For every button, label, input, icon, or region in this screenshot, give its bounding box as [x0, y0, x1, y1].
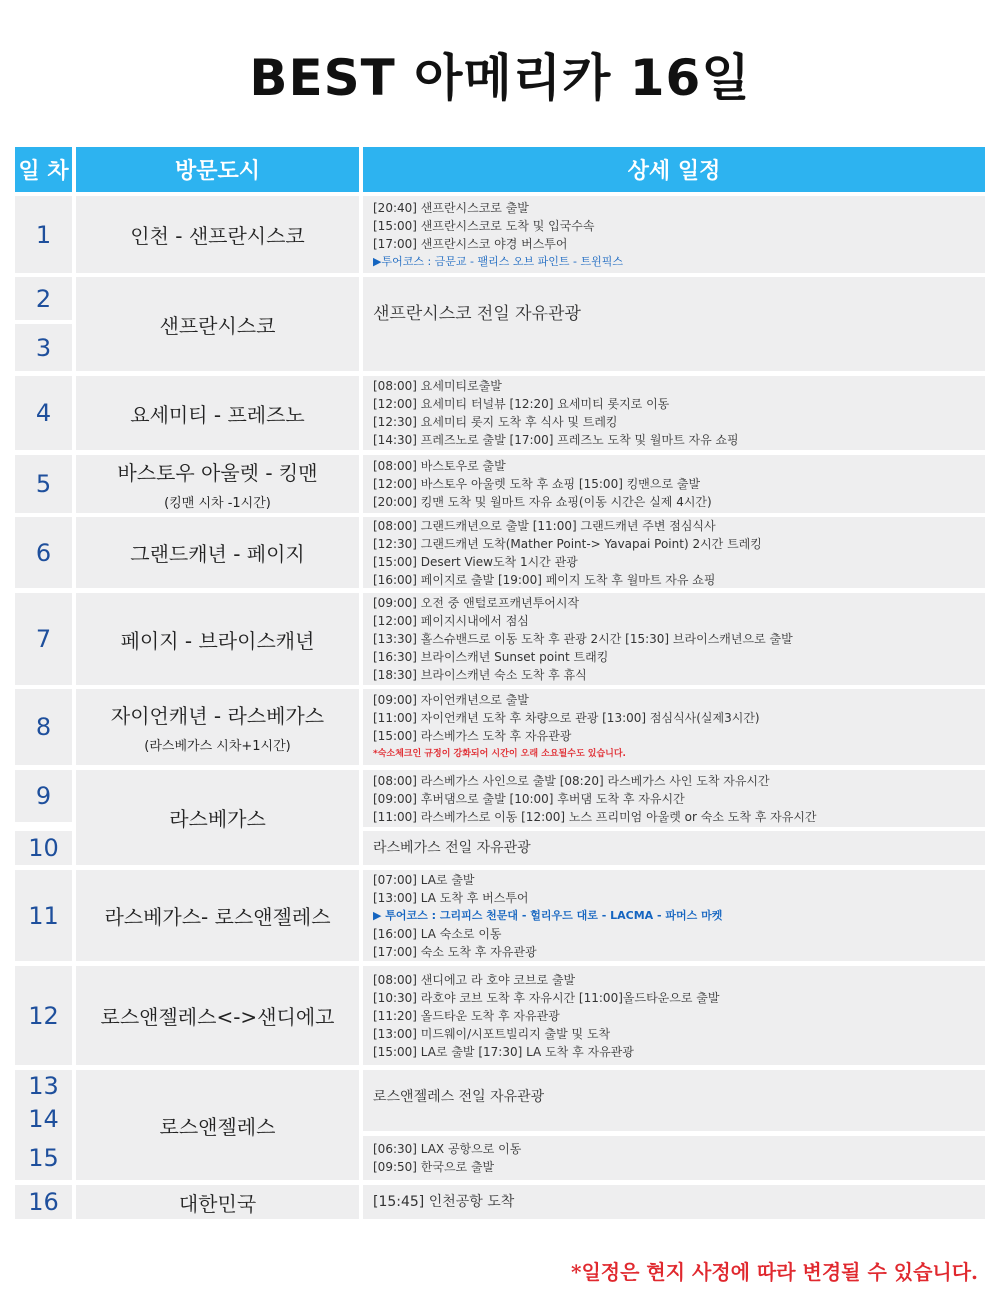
schedule-line: [08:00] 샌디에고 라 호야 코브로 출발 — [373, 972, 576, 987]
city-cell — [76, 196, 359, 273]
schedule-cell — [363, 1136, 985, 1180]
schedule-line: 로스앤젤레스 전일 자유관광 — [373, 1089, 545, 1105]
city-cell — [76, 455, 359, 513]
schedule-line: [12:00] 바스토우 아울렛 도착 후 쇼핑 [15:00] 킹맨으로 출발 — [373, 477, 701, 491]
schedule-line: [20:00] 킹맨 도착 및 월마트 자유 쇼핑(이동 시간은 실제 4시간) — [373, 495, 712, 509]
schedule-line: [20:40] 샌프란시스코로 출발 — [373, 200, 529, 215]
city-name: 라스베가스 — [169, 807, 266, 831]
schedule-line: [11:00] 라스베가스로 이동 [12:00] 노스 프리미엄 아울렛 or 숙소 도착 후 자유시간 — [373, 809, 817, 824]
schedule-cell — [363, 689, 985, 765]
schedule-line: [17:00] 숙소 도착 후 자유관광 — [373, 944, 537, 959]
page-title: BEST 아메리카 16일 — [249, 49, 751, 107]
city-name: 로스앤젤레스<->샌디에고 — [100, 1005, 335, 1029]
city-cell — [76, 376, 359, 450]
footer-note: *일정은 현지 사정에 따라 변경될 수 있습니다. — [571, 1260, 978, 1284]
schedule-line: [09:00] 오전 중 앤털로프캐년투어시작 — [373, 596, 580, 610]
day-cell: 12 — [15, 966, 72, 1065]
day-cell: 2 — [15, 277, 72, 320]
schedule-line: [15:45] 인천공항 도착 — [373, 1194, 515, 1210]
city-name: 로스앤젤레스 — [159, 1114, 276, 1139]
schedule-line: [11:20] 올드타운 도착 후 자유관광 — [373, 1008, 560, 1023]
city-cell — [76, 593, 359, 685]
schedule-line: [08:00] 라스베가스 사인으로 출발 [08:20] 라스베가스 사인 도착 자유시간 — [373, 773, 770, 788]
city-cell — [76, 1185, 359, 1219]
tour-course: ▶ 투어코스 : 그리피스 천문대 - 헐리우드 대로 - LACMA - 파머스 마켓 — [373, 908, 723, 922]
schedule-line: [15:00] Desert View도착 1시간 관광 — [373, 554, 578, 569]
day-cell: 13 — [15, 1070, 72, 1102]
day-cell: 3 — [15, 324, 72, 371]
header-city: 방문도시 — [76, 147, 359, 192]
schedule-line: [18:30] 브라이스캐년 숙소 도착 후 휴식 — [373, 668, 587, 682]
day-cell: 1 — [15, 196, 72, 273]
city-cell — [76, 277, 359, 371]
city-cell — [76, 1070, 359, 1180]
city-note: (라스베가스 시차+1시간) — [144, 739, 291, 754]
city-note: (킹맨 시차 -1시간) — [164, 496, 271, 511]
day-cell: 6 — [15, 517, 72, 588]
city-name: 샌프란시스코 — [159, 313, 276, 338]
schedule-line: [13:30] 홀스슈밴드로 이동 도착 후 관광 2시간 [15:30] 브라이스캐년으로 출발 — [373, 632, 793, 646]
schedule-cell — [363, 593, 985, 685]
day-cell: 7 — [15, 593, 72, 685]
schedule-cell — [363, 1070, 985, 1131]
schedule-line: [12:00] 페이지시내에서 점심 — [373, 614, 529, 628]
schedule-line: [16:00] 페이지로 출발 [19:00] 페이지 도착 후 월마트 자유 쇼핑 — [373, 572, 716, 587]
city-name: 자이언캐년 - 라스베가스 — [110, 704, 325, 728]
tour-course: ▶투어코스 : 금문교 - 팰리스 오브 파인트 - 트윈픽스 — [373, 254, 623, 268]
schedule-cell — [363, 277, 985, 371]
city-cell — [76, 770, 359, 865]
day-cell: 11 — [15, 870, 72, 961]
warning-note: *숙소체크인 규정이 강화되어 시간이 오래 소요될수도 있습니다. — [373, 749, 626, 759]
schedule-line: [13:00] LA 도착 후 버스투어 — [373, 890, 529, 905]
schedule-cell — [363, 196, 985, 273]
day-cell: 5 — [15, 455, 72, 513]
schedule-line: [13:00] 미드웨이/시포트빌리지 출발 및 도착 — [373, 1026, 611, 1041]
schedule-cell — [363, 455, 985, 513]
city-cell — [76, 689, 359, 765]
day-cell: 14 — [15, 1102, 72, 1136]
schedule-line: [12:00] 요세미티 터널뷰 [12:20] 요세미티 롯지로 이동 — [373, 397, 670, 411]
city-name: 라스베가스- 로스앤젤레스 — [104, 905, 331, 929]
schedule-line: [07:00] LA로 출발 — [373, 872, 475, 887]
schedule-line: [16:30] 브라이스캐년 Sunset point 트래킹 — [373, 650, 609, 664]
schedule-line: [09:50] 한국으로 출발 — [373, 1160, 495, 1174]
day-cell: 10 — [15, 831, 72, 865]
city-cell — [76, 517, 359, 588]
city-name: 페이지 - 브라이스캐년 — [120, 628, 315, 653]
schedule-cell — [363, 1185, 985, 1219]
schedule-cell — [363, 966, 985, 1065]
day-cell: 15 — [15, 1136, 72, 1180]
schedule-line: [17:00] 샌프란시스코 야경 버스투어 — [373, 236, 568, 251]
header-schedule: 상세 일정 — [363, 147, 985, 192]
city-name: 바스토우 아울렛 - 킹맨 — [117, 461, 318, 485]
schedule-cell — [363, 831, 985, 865]
schedule-cell — [363, 517, 985, 588]
city-name: 대한민국 — [178, 1191, 257, 1216]
header-day: 일 차 — [15, 147, 72, 192]
city-name: 요세미티 - 프레즈노 — [130, 402, 305, 427]
schedule-line: [09:00] 후버댐으로 출발 [10:00] 후버댐 도착 후 자유시간 — [373, 791, 685, 806]
schedule-line: 라스베가스 전일 자유관광 — [373, 840, 531, 856]
schedule-cell — [363, 870, 985, 961]
schedule-line: [08:00] 그랜드캐년으로 출발 [11:00] 그랜드캐년 주변 점심식사 — [373, 518, 716, 533]
schedule-line: [12:30] 요세미티 롯지 도착 후 식사 및 트레킹 — [373, 415, 618, 429]
schedule-line: [10:30] 라호야 코브 도착 후 자유시간 [11:00]올드타운으로 출발 — [373, 990, 720, 1005]
city-name: 그랜드캐년 - 페이지 — [130, 542, 305, 566]
schedule-line: [11:00] 자이언캐년 도착 후 차량으로 관광 [13:00] 점심식사(실제3시간) — [373, 711, 760, 725]
schedule-line: [16:00] LA 숙소로 이동 — [373, 926, 502, 941]
day-cell: 16 — [15, 1185, 72, 1219]
city-cell — [76, 966, 359, 1065]
schedule-line: [15:00] 라스베가스 도착 후 자유관광 — [373, 729, 572, 743]
schedule-line: [14:30] 프레즈노로 출발 [17:00] 프레즈노 도착 및 월마트 자유 쇼핑 — [373, 433, 739, 447]
schedule-line: [08:00] 요세미티로출발 — [373, 379, 502, 393]
schedule-line: [12:30] 그랜드캐년 도착(Mather Point-> Yavapai Point) 2시간 트레킹 — [373, 536, 762, 551]
schedule-line: [09:00] 자이언캐년으로 출발 — [373, 693, 529, 707]
city-name: 인천 - 샌프란시스코 — [130, 224, 305, 248]
schedule-line: [08:00] 바스토우로 출발 — [373, 459, 506, 473]
city-cell — [76, 870, 359, 961]
schedule-line: [06:30] LAX 공항으로 이동 — [373, 1142, 522, 1156]
day-cell: 8 — [15, 689, 72, 765]
day-cell: 4 — [15, 376, 72, 450]
day-cell: 9 — [15, 770, 72, 822]
schedule-line: 샌프란시스코 전일 자유관광 — [373, 304, 581, 324]
schedule-cell — [363, 770, 985, 827]
schedule-line: [15:00] 샌프란시스코로 도착 및 입국수속 — [373, 218, 595, 233]
schedule-cell — [363, 376, 985, 450]
schedule-line: [15:00] LA로 출발 [17:30] LA 도착 후 자유관광 — [373, 1044, 634, 1059]
